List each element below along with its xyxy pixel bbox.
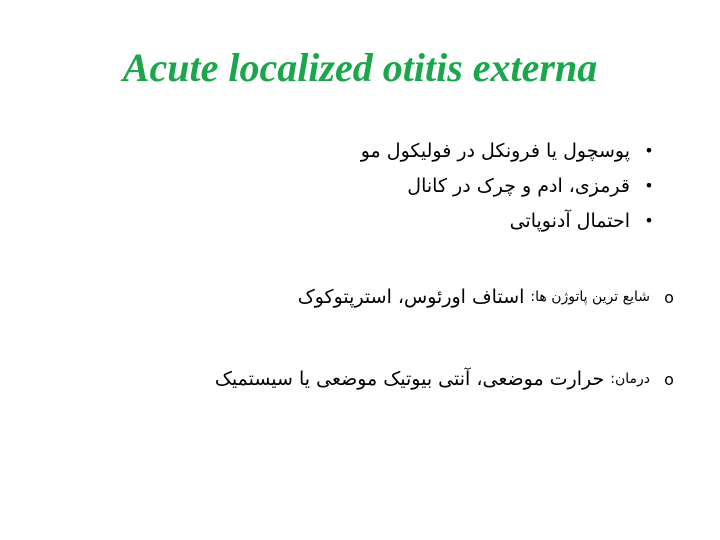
bullet-text: قرمزی، ادم و چرک در کانال xyxy=(407,174,630,197)
bullet-dot-icon: • xyxy=(644,141,654,160)
bullet-dot-icon: • xyxy=(644,211,654,230)
sub-item-label: شایع ترین پاتوژن ها: xyxy=(530,289,650,305)
slide-title: Acute localized otitis externa xyxy=(122,45,598,90)
sub-item-treatment xyxy=(215,368,680,390)
sub-item-value: حرارت موضعی، آنتی بیوتیک موضعی یا سیستمیک xyxy=(214,368,605,390)
bullet-text: احتمال آدنوپاتی xyxy=(509,209,630,232)
bullet-item xyxy=(100,203,660,238)
bullet-dot-icon: • xyxy=(644,176,654,195)
bullet-item xyxy=(100,168,660,203)
sub-item-label: درمان: xyxy=(610,371,650,387)
sub-item-value: استاف اورئوس، استرپتوکوک xyxy=(297,286,525,308)
bullet-list xyxy=(100,133,660,238)
sub-item-pathogens xyxy=(298,286,680,308)
bullet-text: پوسچول یا فرونکل در فولیکول مو xyxy=(360,139,630,162)
circle-bullet-icon: o xyxy=(664,369,674,389)
circle-bullet-icon: o xyxy=(664,287,674,307)
bullet-item xyxy=(100,133,660,168)
